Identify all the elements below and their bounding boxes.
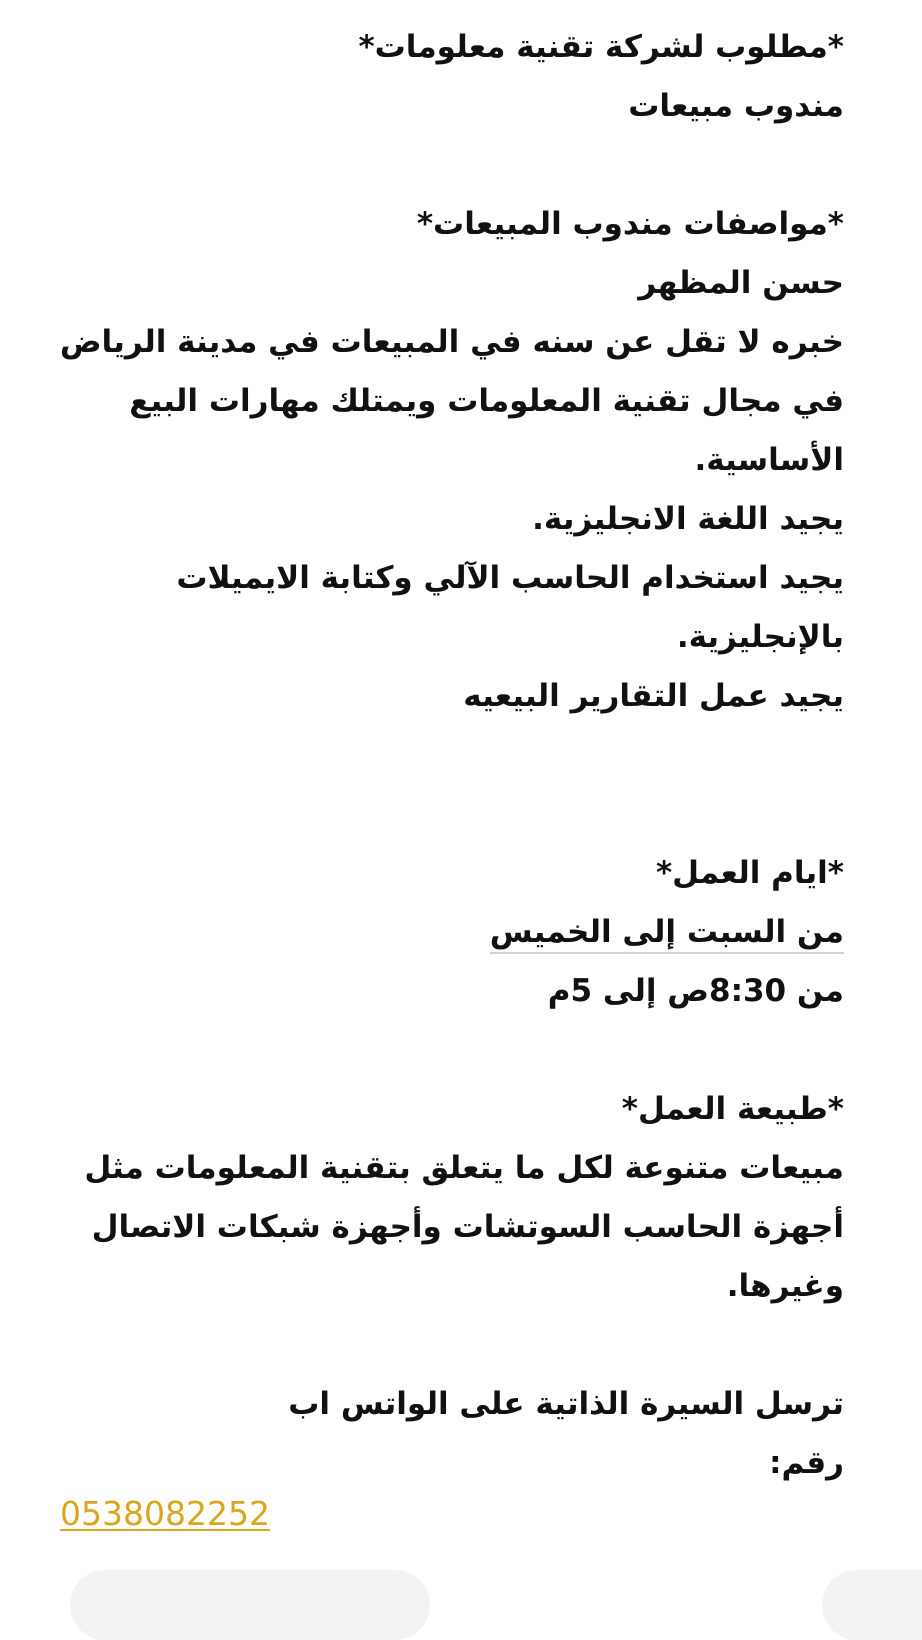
spec-line: في مجال تقنية المعلومات ويمتلك مهارات البيع <box>129 383 844 419</box>
spacer <box>54 1021 844 1080</box>
phone-number-link[interactable]: 0538082252 <box>60 1494 270 1533</box>
spec-line: يجيد استخدام الحاسب الآلي وكتابة الايميلات <box>176 560 844 596</box>
spacer <box>54 1316 844 1375</box>
nature-heading: *طبيعة العمل* <box>621 1091 844 1127</box>
workdays-detected-date[interactable]: من السبت إلى الخميس <box>490 914 844 954</box>
workhours-line: من 8:30ص إلى 5م <box>547 973 844 1009</box>
heading-wanted: *مطلوب لشركة تقنية معلومات* <box>358 29 844 65</box>
cv-instruction: ترسل السيرة الذاتية على الواتس اب <box>288 1386 844 1422</box>
cv-number-label: رقم: <box>769 1445 844 1481</box>
phone-container <box>60 1494 270 1533</box>
spec-line: الأساسية. <box>694 442 844 478</box>
bottom-toolbar-shape <box>822 1570 922 1640</box>
spacer <box>54 785 844 844</box>
specs-heading: *مواصفات مندوب المبيعات* <box>416 206 844 242</box>
spec-line: يجيد عمل التقارير البيعيه <box>463 678 844 714</box>
spacer <box>54 726 844 785</box>
workdays-line[interactable] <box>54 903 844 962</box>
nature-line: مبيعات متنوعة لكل ما يتعلق بتقنية المعلومات مثل <box>84 1150 844 1186</box>
nature-line: أجهزة الحاسب السوتشات وأجهزة شبكات الاتصال <box>91 1209 844 1245</box>
spec-line: خبره لا تقل عن سنه في المبيعات في مدينة الرياض <box>59 324 844 360</box>
workdays-heading: *ايام العمل* <box>655 855 844 891</box>
spec-line: حسن المظهر <box>638 265 844 301</box>
spacer <box>54 136 844 195</box>
position-title: مندوب مبيعات <box>628 88 844 124</box>
spec-line: يجيد اللغة الانجليزية. <box>532 501 844 537</box>
spec-line: بالإنجليزية. <box>676 619 844 655</box>
nature-line: وغيرها. <box>726 1268 844 1304</box>
message-body <box>54 18 844 1493</box>
bottom-toolbar-shape <box>70 1570 430 1640</box>
